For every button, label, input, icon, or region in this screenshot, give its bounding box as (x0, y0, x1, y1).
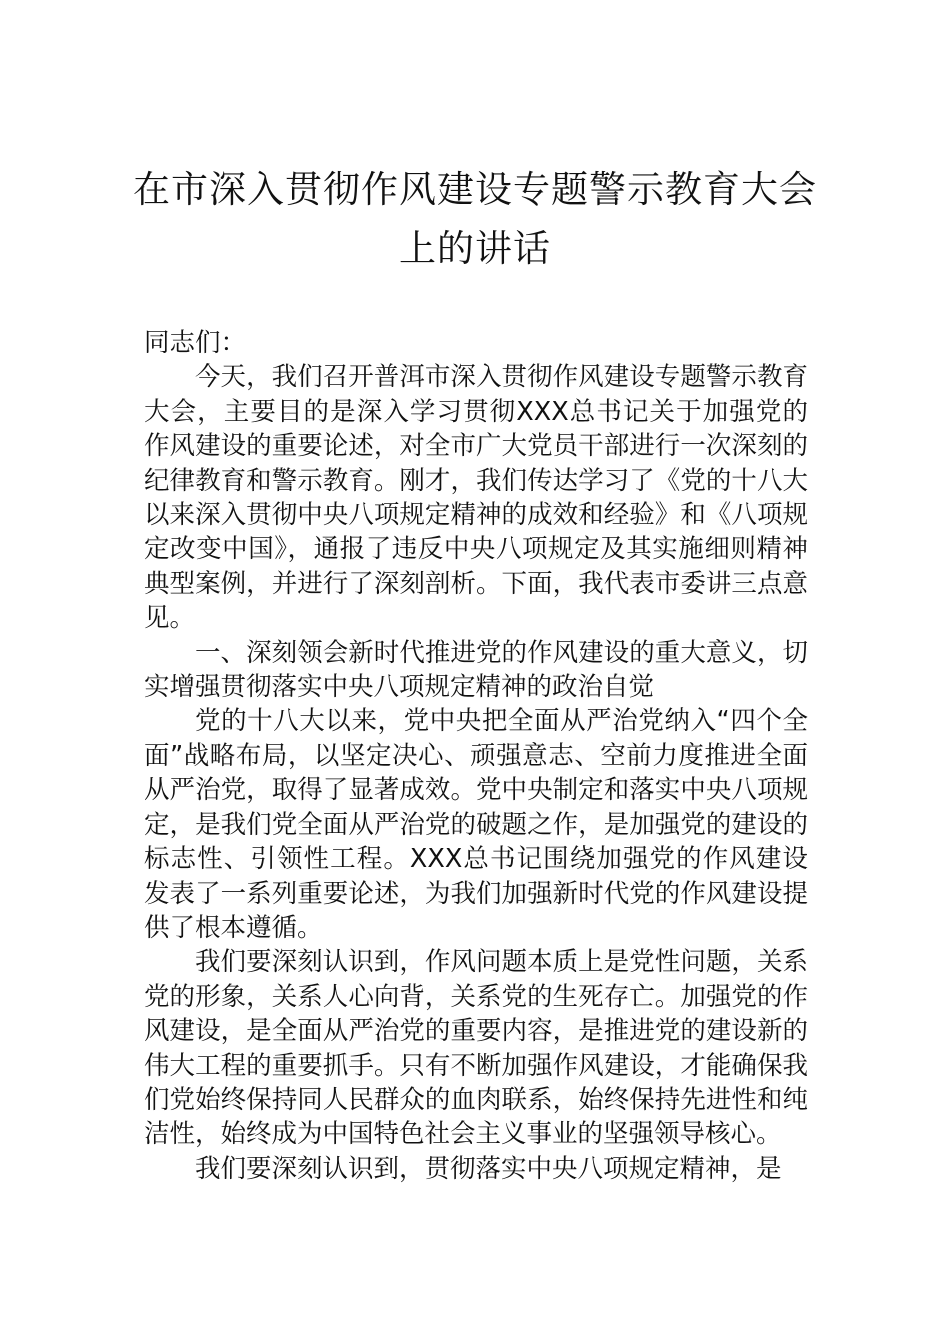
salutation: 同志们： (144, 328, 247, 358)
paragraph-4: 我们要深刻认识到，贯彻落实中央八项规定精神，是 (195, 1153, 782, 1184)
document-title: 在市深入贯彻作风建设专题警示教育大会上的讲话 (133, 168, 817, 270)
paragraph-3: 我们要深刻认识到，作风问题本质上是党性问题，关系党的形象，关系人心向背，关系党的生死存亡。加强党的作风建设，是全面从严治党的重要内容，是推进党的建设新的伟大工程的重要抓手。只有不断加强作风建设，才能确保我们党始终保持同人民群众的血肉联系，始终保持先进性和纯洁性，始终成为中国特色社会主义事业的坚强领导核心。 (144, 947, 808, 1150)
paragraph-intro: 今天，我们召开普洱市深入贯彻作风建设专题警示教育大会，主要目的是深入学习贯彻XXX总书记关于加强党的作风建设的重要论述，对全市广大党员干部进行一次深刻的纪律教育和警示教育。刚才，我们传达学习了《党的十八大以来深入贯彻中央八项规定精神的成效和经验》和《八项规定改变中国》，通报了违反中央八项规定及其实施细则精神典型案例，并进行了深刻剖析。下面，我代表市委讲三点意见。 (144, 362, 808, 634)
paragraph-2: 党的十八大以来，党中央把全面从严治党纳入“四个全面”战略布局，以坚定决心、顽强意志、空前力度推进全面从严治党，取得了显著成效。党中央制定和落实中央八项规定，是我们党全面从严治党的破题之作，是加强党的建设的标志性、引领性工程。XXX总书记围绕加强党的作风建设发表了一系列重要论述，为我们加强新时代党的作风建设提供了根本遵循。 (144, 706, 808, 943)
document-body (144, 326, 808, 1186)
section-heading-1: 一、深刻领会新时代推进党的作风建设的重大意义，切实增强贯彻落实中央八项规定精神的政治自觉 (144, 637, 808, 703)
